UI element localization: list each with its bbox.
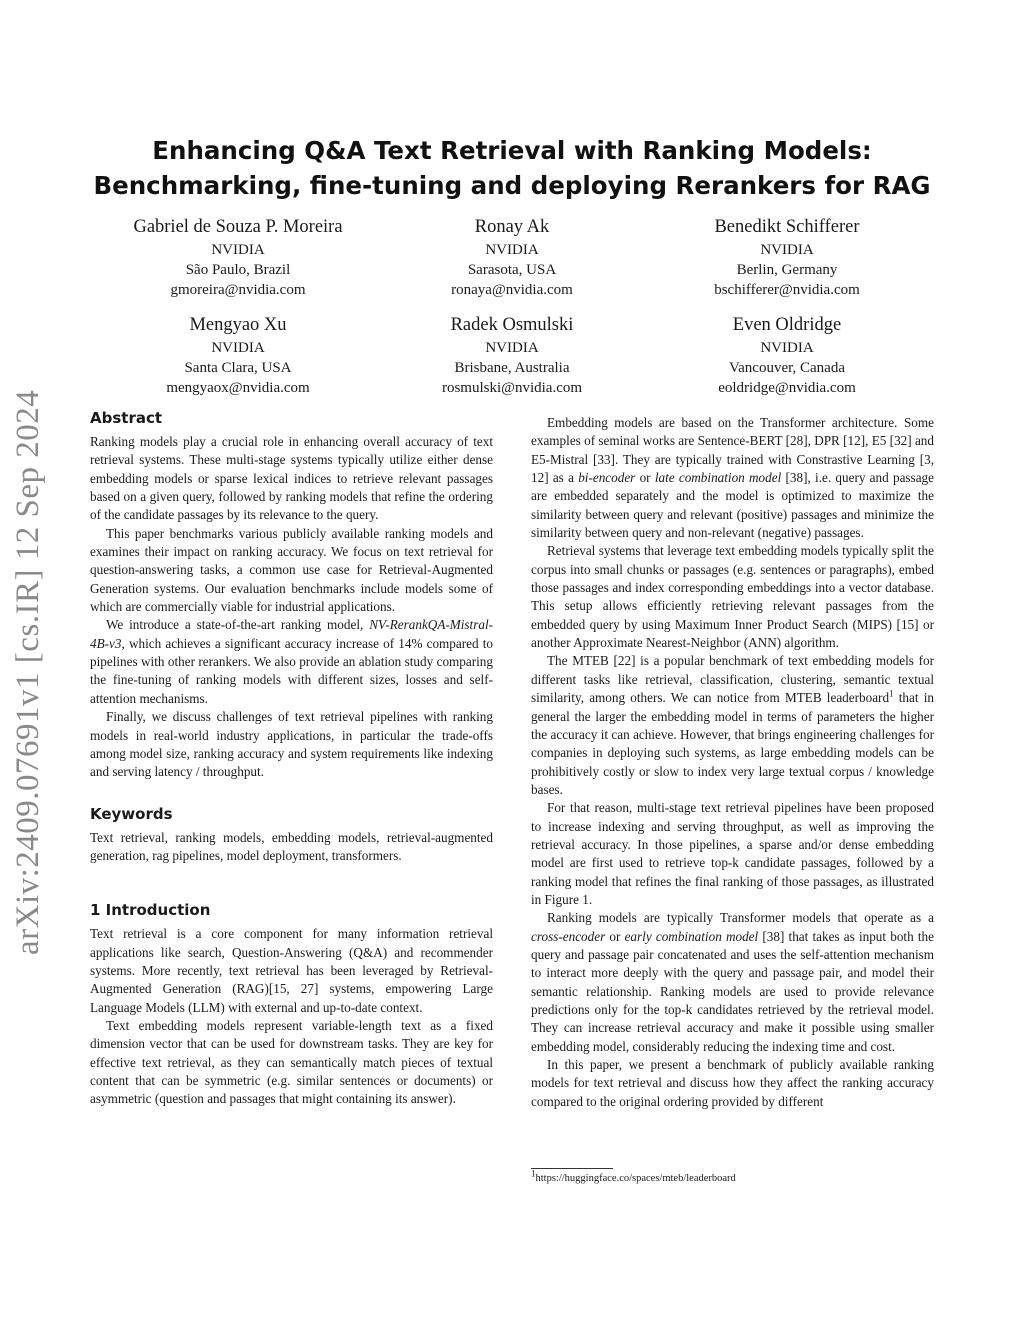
text-run: Ranking models are typically Transformer models that operate as a: [547, 910, 934, 926]
footnote-marker[interactable]: 1: [889, 688, 894, 699]
author-email: mengyaox@nvidia.com: [166, 380, 310, 396]
term: late combination model: [654, 470, 782, 486]
body-paragraph: [531, 414, 934, 542]
keywords-text: Text retrieval, ranking models, embedding models, retrieval-augmented generation, rag pipelines, model deployment, transformers.: [90, 829, 493, 863]
body-paragraph: [531, 652, 934, 799]
author-block: [362, 312, 662, 398]
abstract-heading: Abstract: [90, 409, 163, 427]
author-org: NVIDIA: [211, 242, 265, 258]
author-name: Ronay Ak: [474, 217, 550, 237]
term: early combination model: [624, 928, 759, 944]
author-block: [88, 312, 388, 398]
intro-paragraph: Text retrieval is a core component for many information retrieval applications like search, Question-Answering (Q&A) and recommender systems. More recently, text retrieval has been leveraged by Retrieval-Augmented Generation (RAG)[15, 27] systems, empowering Large Language Models (LLM) with external and up-to-date context.: [90, 926, 493, 1015]
author-org: NVIDIA: [760, 340, 814, 356]
right-column: [531, 414, 934, 1111]
keywords-heading: Keywords: [90, 804, 173, 823]
footnote-number: 1: [531, 1168, 536, 1179]
text-run: or: [635, 470, 655, 486]
text-run: , which achieves a significant accuracy increase of 14% compared to pipelines with other rerankers. We also provide an ablation study comparing the fine-tuning of ranking models with different sizes, losses and self-attention mechanisms.: [90, 635, 493, 706]
author-location: Berlin, Germany: [736, 262, 838, 278]
text-run: [38] that takes as input both the query and passage pair concatenated and uses the self-attention mechanism to interact more deeply with the query and passage pair, and model their semantic relationship. Ranking models are used to provide relevance predictions only for the top-k candidates retrieved by the retrieval model. They can increase retrieval accuracy and make it possible using smaller embedding model, considerably reducing the indexing time and cost.: [531, 928, 934, 1054]
author-email: ronaya@nvidia.com: [451, 282, 573, 298]
author-location: Sarasota, USA: [467, 262, 557, 278]
text-run: or: [605, 928, 625, 944]
body-paragraph: In this paper, we present a benchmark of publicly available ranking models for text retrieval and discuss how they affect the ranking accuracy compared to the original ordering provided by different: [531, 1057, 934, 1109]
author-org: NVIDIA: [485, 340, 539, 356]
abstract-paragraph: Finally, we discuss challenges of text retrieval pipelines with ranking models in real-world industry applications, in particular the trade-offs among model size, ranking accuracy and system requirements like indexing and serving latency / throughput.: [90, 709, 493, 780]
author-block: [362, 214, 662, 300]
left-column: [90, 408, 493, 1109]
author-email: gmoreira@nvidia.com: [170, 282, 306, 298]
author-org: NVIDIA: [760, 242, 814, 258]
author-location: São Paulo, Brazil: [185, 262, 291, 278]
author-name: Even Oldridge: [732, 315, 842, 335]
body-paragraph: Retrieval systems that leverage text embedding models typically split the corpus into small chunks or passages (e.g. sentences or paragraphs), embed those passages and index corresponding embeddings into a vector database. This setup allows efficiently retrieving relevant passages from the embedded query by using Maximum Inner Product Search (MIPS) [15] or another Approximate Nearest-Neighbor (ANN) algorithm.: [531, 543, 934, 651]
text-run: The MTEB [22] is a popular benchmark of text embedding models for different tasks like retrieval, classification, clustering, semantic textual similarity, among others. We can notice from MTEB leaderboard: [531, 653, 934, 706]
model-name: NV-RerankQA-Mistral-4B-v3: [90, 617, 493, 651]
author-location: Brisbane, Australia: [454, 360, 570, 376]
text-run: [38], i.e. query and passage are embedded separately and the model is optimized to maximize the similarity between query and relevant (positive) passages and minimize the similarity between query and non-relevant (negative) passages.: [531, 470, 934, 541]
footnote-rule: [531, 1168, 613, 1169]
text-run: We introduce a state-of-the-art ranking model,: [106, 617, 370, 633]
author-name: Gabriel de Souza P. Moreira: [133, 217, 343, 237]
term: bi-encoder: [578, 470, 636, 486]
abstract-paragraph: This paper benchmarks various publicly available ranking models and examines their impact on ranking accuracy. We focus on text retrieval for question-answering tasks, a common use case for Retrieval-Augmented Generation systems. Our evaluation benchmarks include models some of which are commercially viable for industrial applications.: [90, 525, 493, 615]
title-line-2: Benchmarking, fine-tuning and deploying Rerankers for RAG: [93, 171, 931, 200]
footnote: [531, 1168, 736, 1186]
author-name: Radek Osmulski: [450, 315, 574, 335]
author-email: eoldridge@nvidia.com: [718, 380, 856, 396]
author-block: [637, 312, 937, 398]
author-name: Mengyao Xu: [189, 315, 287, 335]
footnote-link[interactable]: https://huggingface.co/spaces/mteb/leaderboard: [535, 1173, 736, 1184]
introduction-heading: 1 Introduction: [90, 901, 211, 920]
author-location: Santa Clara, USA: [184, 360, 292, 376]
author-location: Vancouver, Canada: [728, 360, 845, 376]
author-org: NVIDIA: [485, 242, 539, 258]
author-email: rosmulski@nvidia.com: [441, 380, 583, 396]
arxiv-identifier: arXiv:2409.07691v1 [cs.IR] 12 Sep 2024: [10, 389, 46, 955]
abstract-paragraph: [90, 616, 493, 708]
author-block: [637, 214, 937, 300]
body-paragraph: For that reason, multi-stage text retrieval pipelines have been proposed to increase indexing and serving throughput, as well as improving the retrieval accuracy. In those pipelines, a sparse and/or dense embedding model are first used to retrieve top-k candidate passages, followed by a ranking model that refines the final ranking of those passages, as illustrated in Figure 1.: [531, 800, 934, 907]
term: cross-encoder: [531, 928, 606, 944]
author-org: NVIDIA: [211, 340, 265, 356]
text-run: Embedding models are based on the Transformer architecture. Some examples of seminal works are Sentence-BERT [28], DPR [12], E5 [32] and E5-Mistral [33]. They are typically trained with Constrastive Learning [3, 12] as a: [531, 415, 934, 486]
intro-paragraph: Text embedding models represent variable-length text as a fixed dimension vector that can be used for downstream tasks. They are key for effective text retrieval, as they can semantically match pieces of textual content that can be symmetric (e.g. similar sentences or documents) or asymmetric (question and passages that might containing its answer).: [90, 1017, 493, 1107]
body-paragraph: [531, 909, 934, 1056]
title-line-1: Enhancing Q&A Text Retrieval with Ranking Models:: [152, 136, 872, 165]
abstract-paragraph: Ranking models play a crucial role in enhancing overall accuracy of text retrieval systems. These multi-stage systems typically utilize either dense embedding models or sparse lexical indices to retrieve relevant passages based on a given query, followed by ranking models that refine the ordering of the candidate passages by its relevance to the query.: [90, 434, 493, 523]
author-name: Benedikt Schifferer: [714, 217, 860, 237]
author-email: bschifferer@nvidia.com: [714, 282, 860, 298]
paper-title: [90, 133, 934, 203]
text-run: that in general the larger the embedding model in terms of parameters the higher the accuracy it can achieve. However, that brings engineering challenges for companies in deploying such systems, as large embedding models can be prohibitively costly or slow to index very large textual corpus / knowledge bases.: [531, 690, 934, 797]
author-block: [88, 214, 388, 300]
